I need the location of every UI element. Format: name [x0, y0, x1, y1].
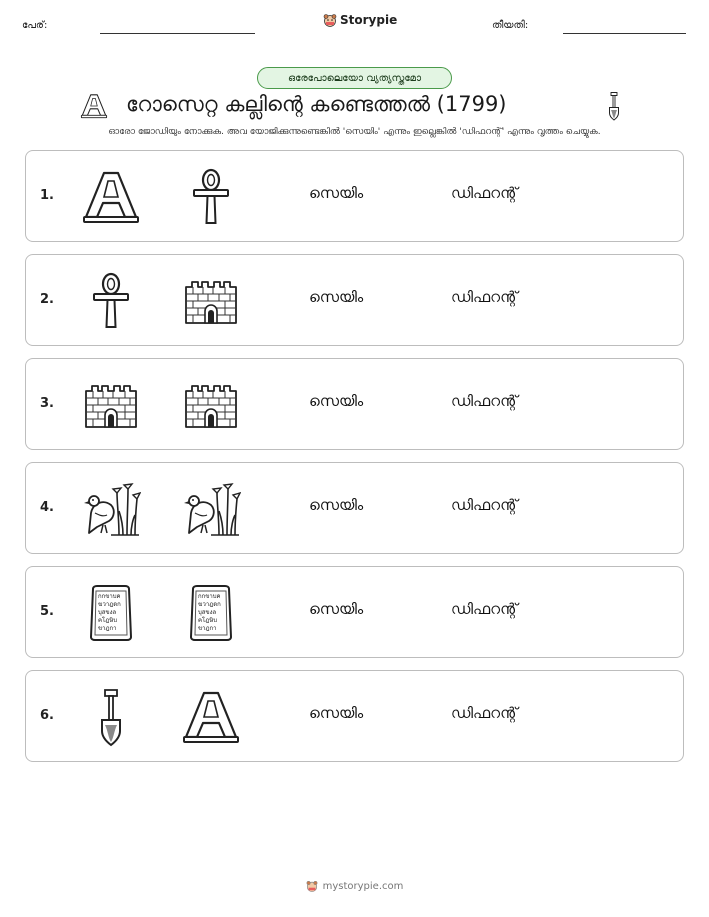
- question-number: 5.: [40, 604, 54, 619]
- same-option[interactable]: സെയിം: [309, 392, 364, 410]
- ankh-icon: [81, 271, 141, 331]
- worksheet-header: [0, 0, 709, 40]
- question-number: 4.: [40, 500, 54, 515]
- date-label: തീയതി:: [492, 20, 529, 31]
- bird-reeds-icon: [81, 479, 141, 539]
- brand-name: Storypie: [340, 13, 398, 27]
- worksheet-type-badge: ഒരേപോലെയോ വ്യത്യസ്തമോ: [257, 67, 452, 89]
- page-title: റോസെറ്റ കല്ലിന്റെ കണ്ടെത്തൽ (1799): [126, 92, 507, 116]
- question-number: 6.: [40, 708, 54, 723]
- shovel-icon: [605, 91, 623, 121]
- storypie-logo: [323, 13, 397, 27]
- stone-tablet-icon: [181, 583, 241, 643]
- question-row: [25, 462, 684, 554]
- name-label: പേര്:: [22, 20, 48, 31]
- castle-icon: [181, 271, 241, 331]
- storypie-mascot-icon: [306, 880, 318, 892]
- same-option[interactable]: സെയിം: [309, 496, 364, 514]
- castle-icon: [81, 375, 141, 435]
- a-frame-icon: [80, 91, 108, 121]
- question-number: 3.: [40, 396, 54, 411]
- a-frame-icon: [181, 687, 241, 747]
- storypie-mascot-icon: [323, 13, 337, 27]
- ankh-icon: [181, 167, 241, 227]
- different-option[interactable]: ഡിഫറന്റ്: [451, 392, 518, 410]
- question-number: 2.: [40, 292, 54, 307]
- same-option[interactable]: സെയിം: [309, 704, 364, 722]
- different-option[interactable]: ഡിഫറന്റ്: [451, 704, 518, 722]
- instructions: ഓരോ ജോഡിയും നോക്കുക. അവ യോജിക്കുന്നുണ്ടെങ്കിൽ 'സെയിം' എന്നും ഇല്ലെങ്കിൽ 'ഡിഫറന്റ്' എന്നും വൃത്തം ചെയ്യുക.: [108, 127, 601, 137]
- footer-url[interactable]: mystorypie.com: [322, 880, 404, 892]
- same-option[interactable]: സെയിം: [309, 600, 364, 618]
- different-option[interactable]: ഡിഫറന്റ്: [451, 184, 518, 202]
- question-row: [25, 358, 684, 450]
- same-option[interactable]: സെയിം: [309, 288, 364, 306]
- name-write-line[interactable]: [100, 33, 255, 34]
- date-write-line[interactable]: [563, 33, 686, 34]
- different-option[interactable]: ഡിഫറന്റ്: [451, 496, 518, 514]
- question-row: [25, 670, 684, 762]
- footer: [0, 880, 709, 892]
- a-frame-icon: [81, 167, 141, 227]
- stone-tablet-icon: [81, 583, 141, 643]
- question-row: [25, 566, 684, 658]
- question-row: [25, 254, 684, 346]
- different-option[interactable]: ഡിഫറന്റ്: [451, 600, 518, 618]
- shovel-icon: [81, 687, 141, 747]
- question-row: [25, 150, 684, 242]
- different-option[interactable]: ഡിഫറന്റ്: [451, 288, 518, 306]
- question-number: 1.: [40, 188, 54, 203]
- same-option[interactable]: സെയിം: [309, 184, 364, 202]
- castle-icon: [181, 375, 241, 435]
- bird-reeds-icon: [181, 479, 241, 539]
- title-row: [0, 90, 709, 124]
